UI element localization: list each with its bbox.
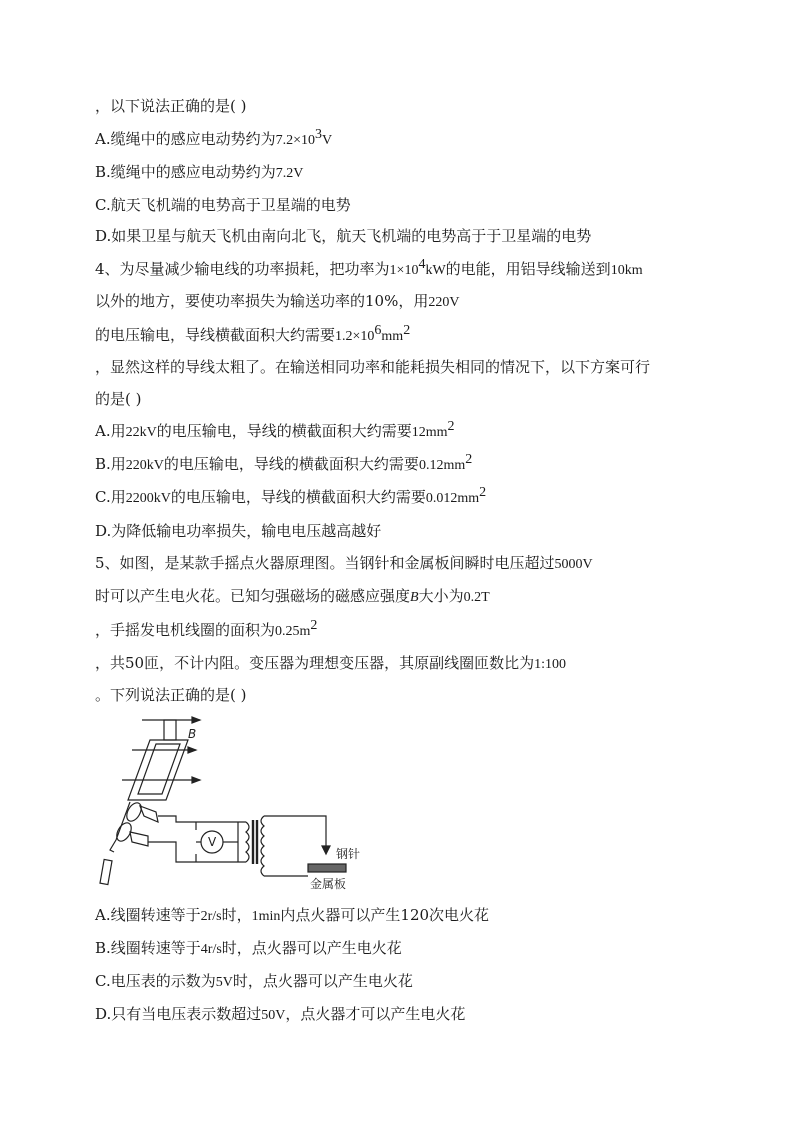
steel-needle bbox=[322, 846, 330, 854]
q5-option-a: A.线圈转速等于2r/s时，1min内点火器可以产生120次电火花 bbox=[95, 906, 490, 924]
coil-loop bbox=[128, 740, 188, 800]
plate-label: 金属板 bbox=[310, 877, 347, 891]
q5-option-d: D.只有当电压表示数超过50V，点火器才可以产生电火花 bbox=[95, 1005, 466, 1023]
q4-stem-line-3: 的电压输电，导线横截面积大约需要$1.2\times 10^6mm^2$ bbox=[95, 323, 411, 344]
coil-top bbox=[164, 720, 176, 740]
q3-stem-tail: ，以下说法正确的是( ) bbox=[95, 97, 247, 115]
brush-2 bbox=[130, 832, 148, 846]
q5-stem-line-2: 时可以产生电火花。已知匀强磁场的磁感应强度B大小为0.2T bbox=[95, 587, 490, 605]
q3-option-b: B.缆绳中的感应电动势约为7.2V bbox=[95, 163, 304, 181]
q5-stem-line-3: ，手摇发电机线圈的面积为$0.25m^2$ bbox=[95, 618, 318, 639]
field-label-b: B bbox=[188, 727, 197, 741]
q3-option-c: C.航天飞机端的电势高于卫星端的电势 bbox=[95, 196, 351, 214]
igniter-diagram bbox=[96, 712, 396, 896]
q5-option-c: C.电压表的示数为5V时，点火器可以产生电火花 bbox=[95, 972, 413, 990]
metal-plate bbox=[308, 864, 346, 872]
q4-stem-line-4: ，显然这样的导线太粗了。在输送相同功率和能耗损失相同的情况下，以下方案可行 bbox=[95, 358, 651, 376]
q4-stem-line-5: 的是( ) bbox=[95, 390, 142, 408]
q4-stem-line-2: 以外的地方，要使功率损失为输送功率的10%，用220V bbox=[95, 292, 460, 310]
secondary-coil bbox=[261, 816, 264, 876]
slip-ring-1 bbox=[124, 800, 144, 823]
q5-option-b: B.线圈转速等于4r/s时，点火器可以产生电火花 bbox=[95, 939, 402, 957]
q5-stem-line-1: 5、如图，是某款手摇点火器原理图。当钢针和金属板间瞬时电压超过5000V bbox=[95, 554, 593, 572]
q3-option-d: D.如果卫星与航天飞机由南向北飞，航天飞机端的电势高于于卫星端的电势 bbox=[95, 227, 592, 245]
q4-option-b: B.用220kV的电压输电，导线的横截面积大约需要$0.12mm^2$ bbox=[95, 452, 473, 473]
q5-stem-line-5: 。下列说法正确的是( ) bbox=[95, 686, 247, 704]
primary-coil bbox=[246, 822, 249, 862]
crank-handle bbox=[110, 840, 116, 852]
needle-label: 钢针 bbox=[336, 847, 361, 861]
q4-option-d: D.为降低输电功率损失，输电电压越高越好 bbox=[95, 522, 382, 540]
q5-stem-line-4: ，共50匝，不计内阻。变压器为理想变压器，其原副线圈匝数比为1:100 bbox=[95, 654, 566, 672]
q4-stem-line-1: 4、为尽量减少输电线的功率损耗，把功率为$1\times 10^4kW$的电能，用铝导线输送到10km bbox=[95, 257, 643, 278]
voltmeter-label: V bbox=[208, 835, 217, 849]
q4-option-a: A.用22kV的电压输电，导线的横截面积大约需要$12mm^2$ bbox=[95, 419, 455, 440]
q4-option-c: C.用2200kV的电压输电，导线的横截面积大约需要$0.012mm^2$ bbox=[95, 485, 487, 506]
brush-1 bbox=[140, 806, 158, 822]
q3-option-a: A.缆绳中的感应电动势约为$7.2\times 10^3V$ bbox=[95, 127, 333, 148]
